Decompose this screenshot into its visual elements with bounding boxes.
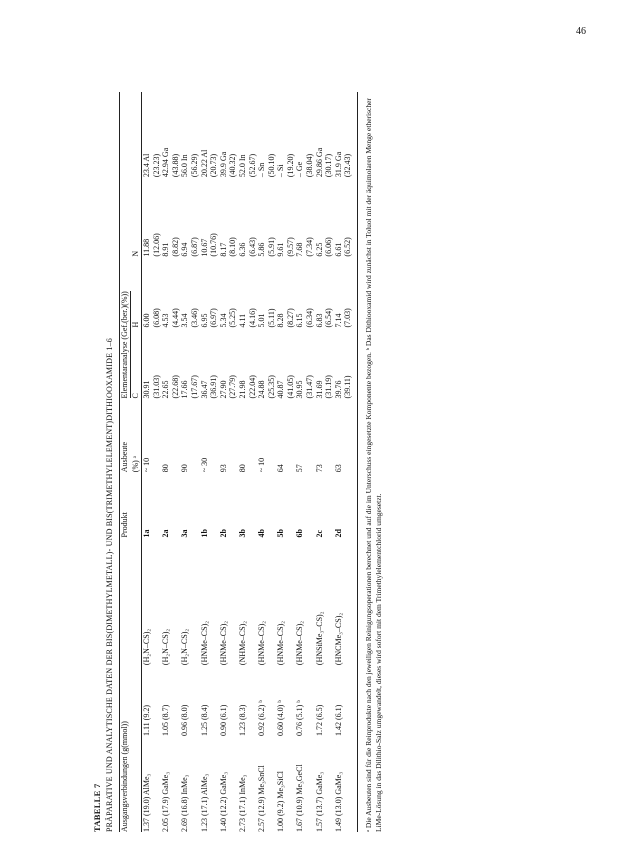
cell-product: 6b bbox=[295, 528, 305, 538]
table-row-calculated bbox=[228, 92, 238, 832]
cell-h: 6.15 bbox=[295, 313, 305, 328]
cell-c-calc: (41.05) bbox=[285, 375, 295, 399]
cell-h-calc: (5.11) bbox=[266, 308, 276, 328]
cell-start: 1.49 (13.0) GaMe₃ bbox=[333, 771, 343, 832]
table-row-calculated bbox=[171, 92, 181, 832]
cell-n-calc: (8.10) bbox=[228, 237, 238, 257]
cell-reagent: 1.05 (8.7) bbox=[161, 704, 171, 737]
cell-n: 10.67 bbox=[199, 238, 209, 257]
cell-other: – Sn bbox=[257, 162, 267, 178]
cell-reagent: 0.60 (4.0) ᵇ bbox=[276, 700, 286, 737]
header-yield-unit: (%) ᵃ bbox=[131, 456, 141, 473]
cell-other: 56.0 In bbox=[180, 154, 190, 178]
table-row-calculated bbox=[343, 92, 353, 832]
table-row-calculated bbox=[190, 92, 200, 832]
header-c: C bbox=[131, 393, 141, 399]
cell-product: 4b bbox=[257, 528, 267, 538]
cell-ligand: (HNMe–CS)₂ bbox=[276, 620, 286, 666]
cell-product: 2a bbox=[161, 529, 171, 538]
cell-c-calc: (31.19) bbox=[324, 375, 334, 399]
cell-start: 2.57 (12.9) Me₃SnCl bbox=[257, 765, 267, 832]
cell-other: – Ge bbox=[295, 161, 305, 178]
cell-other: 31.9 Ga bbox=[333, 151, 343, 178]
cell-h: 8.28 bbox=[276, 313, 286, 328]
cell-start: 1.40 (12.2) GaMe₃ bbox=[218, 771, 228, 832]
table-body bbox=[142, 92, 353, 832]
cell-c: 30.95 bbox=[295, 380, 305, 399]
cell-c-calc: (39.11) bbox=[343, 375, 353, 399]
cell-h-calc: (4.44) bbox=[170, 308, 180, 328]
cell-c: 40.87 bbox=[276, 380, 286, 399]
cell-c-calc: (22.68) bbox=[170, 375, 180, 399]
header-starting: Ausgangsverbindungen (g(mmol)) bbox=[119, 721, 129, 832]
cell-n-calc: (6.06) bbox=[324, 237, 334, 257]
cell-ligand: (H₂N–CS)₂ bbox=[141, 628, 151, 666]
cell-start: 1.37 (19.0) AlMe₃ bbox=[141, 773, 151, 832]
cell-other: 29.86 Ga bbox=[314, 147, 324, 178]
cell-c: 17.66 bbox=[180, 380, 190, 399]
cell-other-calc: (56.29) bbox=[189, 153, 199, 178]
cell-yield: 57 bbox=[295, 464, 305, 473]
cell-other: 42.94 Ga bbox=[161, 147, 171, 178]
cell-start: 1.23 (17.1) AlMe₃ bbox=[199, 773, 209, 832]
cell-n: 9.61 bbox=[276, 242, 286, 257]
cell-c: 27.90 bbox=[218, 380, 228, 399]
cell-yield: 93 bbox=[218, 464, 228, 473]
table-row bbox=[238, 92, 248, 832]
data-table bbox=[120, 92, 358, 832]
header-row bbox=[120, 92, 132, 832]
cell-yield: ~ 30 bbox=[199, 457, 209, 473]
cell-n: 6.25 bbox=[314, 242, 324, 257]
cell-product: 2c bbox=[314, 529, 324, 538]
cell-n: 8.17 bbox=[218, 242, 228, 257]
cell-c: 31.69 bbox=[314, 380, 324, 399]
table-row-calculated bbox=[152, 92, 162, 832]
table-row-calculated bbox=[305, 92, 315, 832]
cell-product: 1a bbox=[141, 529, 151, 538]
cell-product: 3a bbox=[180, 529, 190, 538]
cell-h-calc: (6.34) bbox=[305, 308, 315, 328]
cell-yield: 90 bbox=[180, 464, 190, 473]
cell-c-calc: (17.67) bbox=[189, 375, 199, 399]
table-row bbox=[161, 92, 171, 832]
cell-h: 6.95 bbox=[199, 313, 209, 328]
page-number: 46 bbox=[576, 26, 586, 37]
cell-reagent: 1.72 (6.5) bbox=[314, 704, 324, 737]
cell-start: 2.05 (17.9) GaMe₃ bbox=[161, 771, 171, 832]
cell-other-calc: (32.43) bbox=[343, 153, 353, 178]
cell-c-calc: (22.04) bbox=[247, 375, 257, 399]
cell-n: 6.94 bbox=[180, 242, 190, 257]
cell-other-calc: (20.73) bbox=[209, 153, 219, 178]
cell-product: 5b bbox=[276, 528, 286, 538]
table-row-calculated bbox=[267, 92, 277, 832]
header-product: Produkt bbox=[119, 512, 129, 538]
cell-n-calc: (12.06) bbox=[151, 233, 161, 257]
cell-h-calc: (6.54) bbox=[324, 308, 334, 328]
cell-reagent: 0.76 (5.1) ᵇ bbox=[295, 700, 305, 737]
table-row bbox=[219, 92, 229, 832]
cell-other-calc: (30.17) bbox=[324, 153, 334, 178]
table-row bbox=[295, 92, 305, 832]
cell-other-calc: (19.20) bbox=[285, 153, 295, 178]
cell-reagent: 0.96 (8.0) bbox=[180, 704, 190, 737]
cell-yield: 80 bbox=[161, 464, 171, 473]
cell-n-calc: (10.76) bbox=[209, 233, 219, 257]
cell-n: 6.61 bbox=[333, 242, 343, 257]
cell-product: 3b bbox=[237, 528, 247, 538]
cell-n: 7.68 bbox=[295, 242, 305, 257]
header-analysis bbox=[120, 92, 132, 398]
cell-reagent: 1.11 (9.2) bbox=[141, 704, 151, 737]
cell-c-calc: (31.03) bbox=[151, 375, 161, 399]
cell-reagent: 0.90 (6.1) bbox=[218, 704, 228, 737]
cell-reagent: 1.42 (6.1) bbox=[333, 704, 343, 737]
cell-start: 2.69 (16.8) InMe₃ bbox=[180, 774, 190, 832]
table-row bbox=[142, 92, 152, 832]
table-row bbox=[315, 92, 325, 832]
table-row bbox=[334, 92, 344, 832]
subheader-row bbox=[131, 92, 141, 832]
rotated-table-block bbox=[92, 92, 562, 832]
cell-reagent: 0.92 (6.2) ᵇ bbox=[257, 700, 267, 737]
header-h: H bbox=[131, 321, 141, 328]
cell-n-calc: (7.34) bbox=[305, 237, 315, 257]
table-title: PRÄPARATIVE UND ANALYTISCHE DATEN DER BIS(DIMETHYLMETALL)- UND BIS(TRIMETHYLELEMENT)DITHIOOXAMIDE 1–6 bbox=[105, 338, 115, 832]
table-row-calculated bbox=[324, 92, 334, 832]
cell-c: 21.98 bbox=[237, 380, 247, 399]
cell-h-calc: (6.08) bbox=[151, 308, 161, 328]
table-row-calculated bbox=[248, 92, 258, 832]
cell-c: 39.76 bbox=[333, 380, 343, 399]
cell-n-calc: (6.52) bbox=[343, 237, 353, 257]
cell-h: 4.11 bbox=[237, 313, 247, 328]
cell-c-calc: (36.91) bbox=[209, 375, 219, 399]
cell-ligand: (H₂N–CS)₂ bbox=[180, 628, 190, 666]
table-row bbox=[257, 92, 267, 832]
cell-other-calc: (23.23) bbox=[151, 153, 161, 178]
cell-c: 30.91 bbox=[141, 380, 151, 399]
cell-c: 24.88 bbox=[257, 380, 267, 399]
table-row bbox=[200, 92, 210, 832]
cell-h: 6.00 bbox=[141, 313, 151, 328]
table-row bbox=[276, 92, 286, 832]
cell-other-calc: (40.32) bbox=[228, 153, 238, 178]
cell-product: 2d bbox=[333, 528, 343, 538]
cell-start: 1.67 (10.9) Me₃GeCl bbox=[295, 764, 305, 832]
cell-h: 7.14 bbox=[333, 313, 343, 328]
cell-n: 5.86 bbox=[257, 242, 267, 257]
cell-other-calc: (50.10) bbox=[266, 153, 276, 178]
cell-c: 22.65 bbox=[161, 380, 171, 399]
cell-ligand: (HNMe–CS)₂ bbox=[257, 620, 267, 666]
cell-other: 39.9 Ga bbox=[218, 151, 228, 178]
cell-c-calc: (25.35) bbox=[266, 375, 276, 399]
table-heading: TABELLE 7 bbox=[92, 783, 102, 832]
cell-h-calc: (8.27) bbox=[285, 308, 295, 328]
cell-start: 1.00 (9.2) Me₃SiCl bbox=[276, 770, 286, 832]
cell-other: 20.22 Al bbox=[199, 149, 209, 178]
table-row-calculated bbox=[286, 92, 296, 832]
cell-h-calc: (5.25) bbox=[228, 308, 238, 328]
cell-other: 23.4 Al bbox=[141, 153, 151, 178]
cell-h: 6.83 bbox=[314, 313, 324, 328]
cell-yield: 63 bbox=[333, 464, 343, 473]
cell-c-calc: (27.79) bbox=[228, 375, 238, 399]
cell-yield: 64 bbox=[276, 464, 286, 473]
cell-h-calc: (6.97) bbox=[209, 308, 219, 328]
cell-h: 3.54 bbox=[180, 313, 190, 328]
cell-other: 52.0 In bbox=[237, 154, 247, 178]
cell-ligand: (NHMe–CS)₂ bbox=[237, 620, 247, 666]
cell-other-calc: (52.67) bbox=[247, 153, 257, 178]
cell-start: 1.57 (13.7) GaMe₃ bbox=[314, 771, 324, 832]
cell-yield: 73 bbox=[314, 464, 324, 473]
header-n: N bbox=[131, 250, 141, 257]
cell-ligand: (HNMe–CS)₂ bbox=[199, 620, 209, 666]
header-analysis-text: Elementaranalyse (Gef.(ber.)(%)) bbox=[120, 291, 132, 398]
cell-n: 8.91 bbox=[161, 242, 171, 257]
cell-h-calc: (4.16) bbox=[247, 308, 257, 328]
cell-h: 4.53 bbox=[161, 313, 171, 328]
cell-n: 6.36 bbox=[237, 242, 247, 257]
cell-ligand: (H₂N–CS)₂ bbox=[161, 628, 171, 666]
cell-ligand: (HNSiMe₃–CS)₂ bbox=[314, 611, 324, 666]
cell-reagent: 1.25 (8.4) bbox=[199, 704, 209, 737]
cell-product: 2b bbox=[218, 528, 228, 538]
cell-n-calc: (5.91) bbox=[266, 237, 276, 257]
cell-c: 36.47 bbox=[199, 380, 209, 399]
table-row bbox=[180, 92, 190, 832]
cell-n: 11.88 bbox=[141, 238, 151, 257]
cell-yield: ~ 10 bbox=[257, 457, 267, 473]
cell-n-calc: (9.57) bbox=[285, 237, 295, 257]
cell-h: 5.34 bbox=[218, 313, 228, 328]
cell-yield: ~ 10 bbox=[141, 457, 151, 473]
footnote: ᵃ Die Ausbeuten sind für die Reinprodukte nach den jeweiligen Reinigungsoperationen berechnet und auf die im Unterschuss eingesetzte Komponente bezogen. ᵇ Das Dithiooxamid wird zunächst in Toluol mit der äquimolaren Menge etherischer LiMe-Lösung in das Dilithio-Salz umgewandelt, dieses wird sofort mit dem Trimethylelementchlorid umgesetzt. bbox=[364, 98, 384, 832]
cell-ligand: (HNMe–CS)₂ bbox=[218, 620, 228, 666]
cell-product: 1b bbox=[199, 528, 209, 538]
cell-n-calc: (6.43) bbox=[247, 237, 257, 257]
cell-c-calc: (31.47) bbox=[305, 375, 315, 399]
cell-ligand: (HNMe–CS)₂ bbox=[295, 620, 305, 666]
cell-ligand: (HNCMe₃–CS)₂ bbox=[333, 612, 343, 666]
table-row-calculated bbox=[209, 92, 219, 832]
cell-h: 5.01 bbox=[257, 313, 267, 328]
header-yield: Ausbeute bbox=[119, 441, 129, 473]
cell-reagent: 1.23 (8.3) bbox=[237, 704, 247, 737]
cell-yield: 80 bbox=[237, 464, 247, 473]
cell-other-calc: (43.88) bbox=[170, 153, 180, 178]
cell-h-calc: (3.46) bbox=[189, 308, 199, 328]
cell-other: – Si bbox=[276, 164, 286, 178]
bottom-rule bbox=[357, 92, 358, 832]
cell-other-calc: (38.04) bbox=[305, 153, 315, 178]
cell-n-calc: (8.82) bbox=[170, 237, 180, 257]
cell-start: 2.73 (17.1) InMe₃ bbox=[237, 774, 247, 832]
cell-n-calc: (6.87) bbox=[189, 237, 199, 257]
cell-h-calc: (7.03) bbox=[343, 308, 353, 328]
